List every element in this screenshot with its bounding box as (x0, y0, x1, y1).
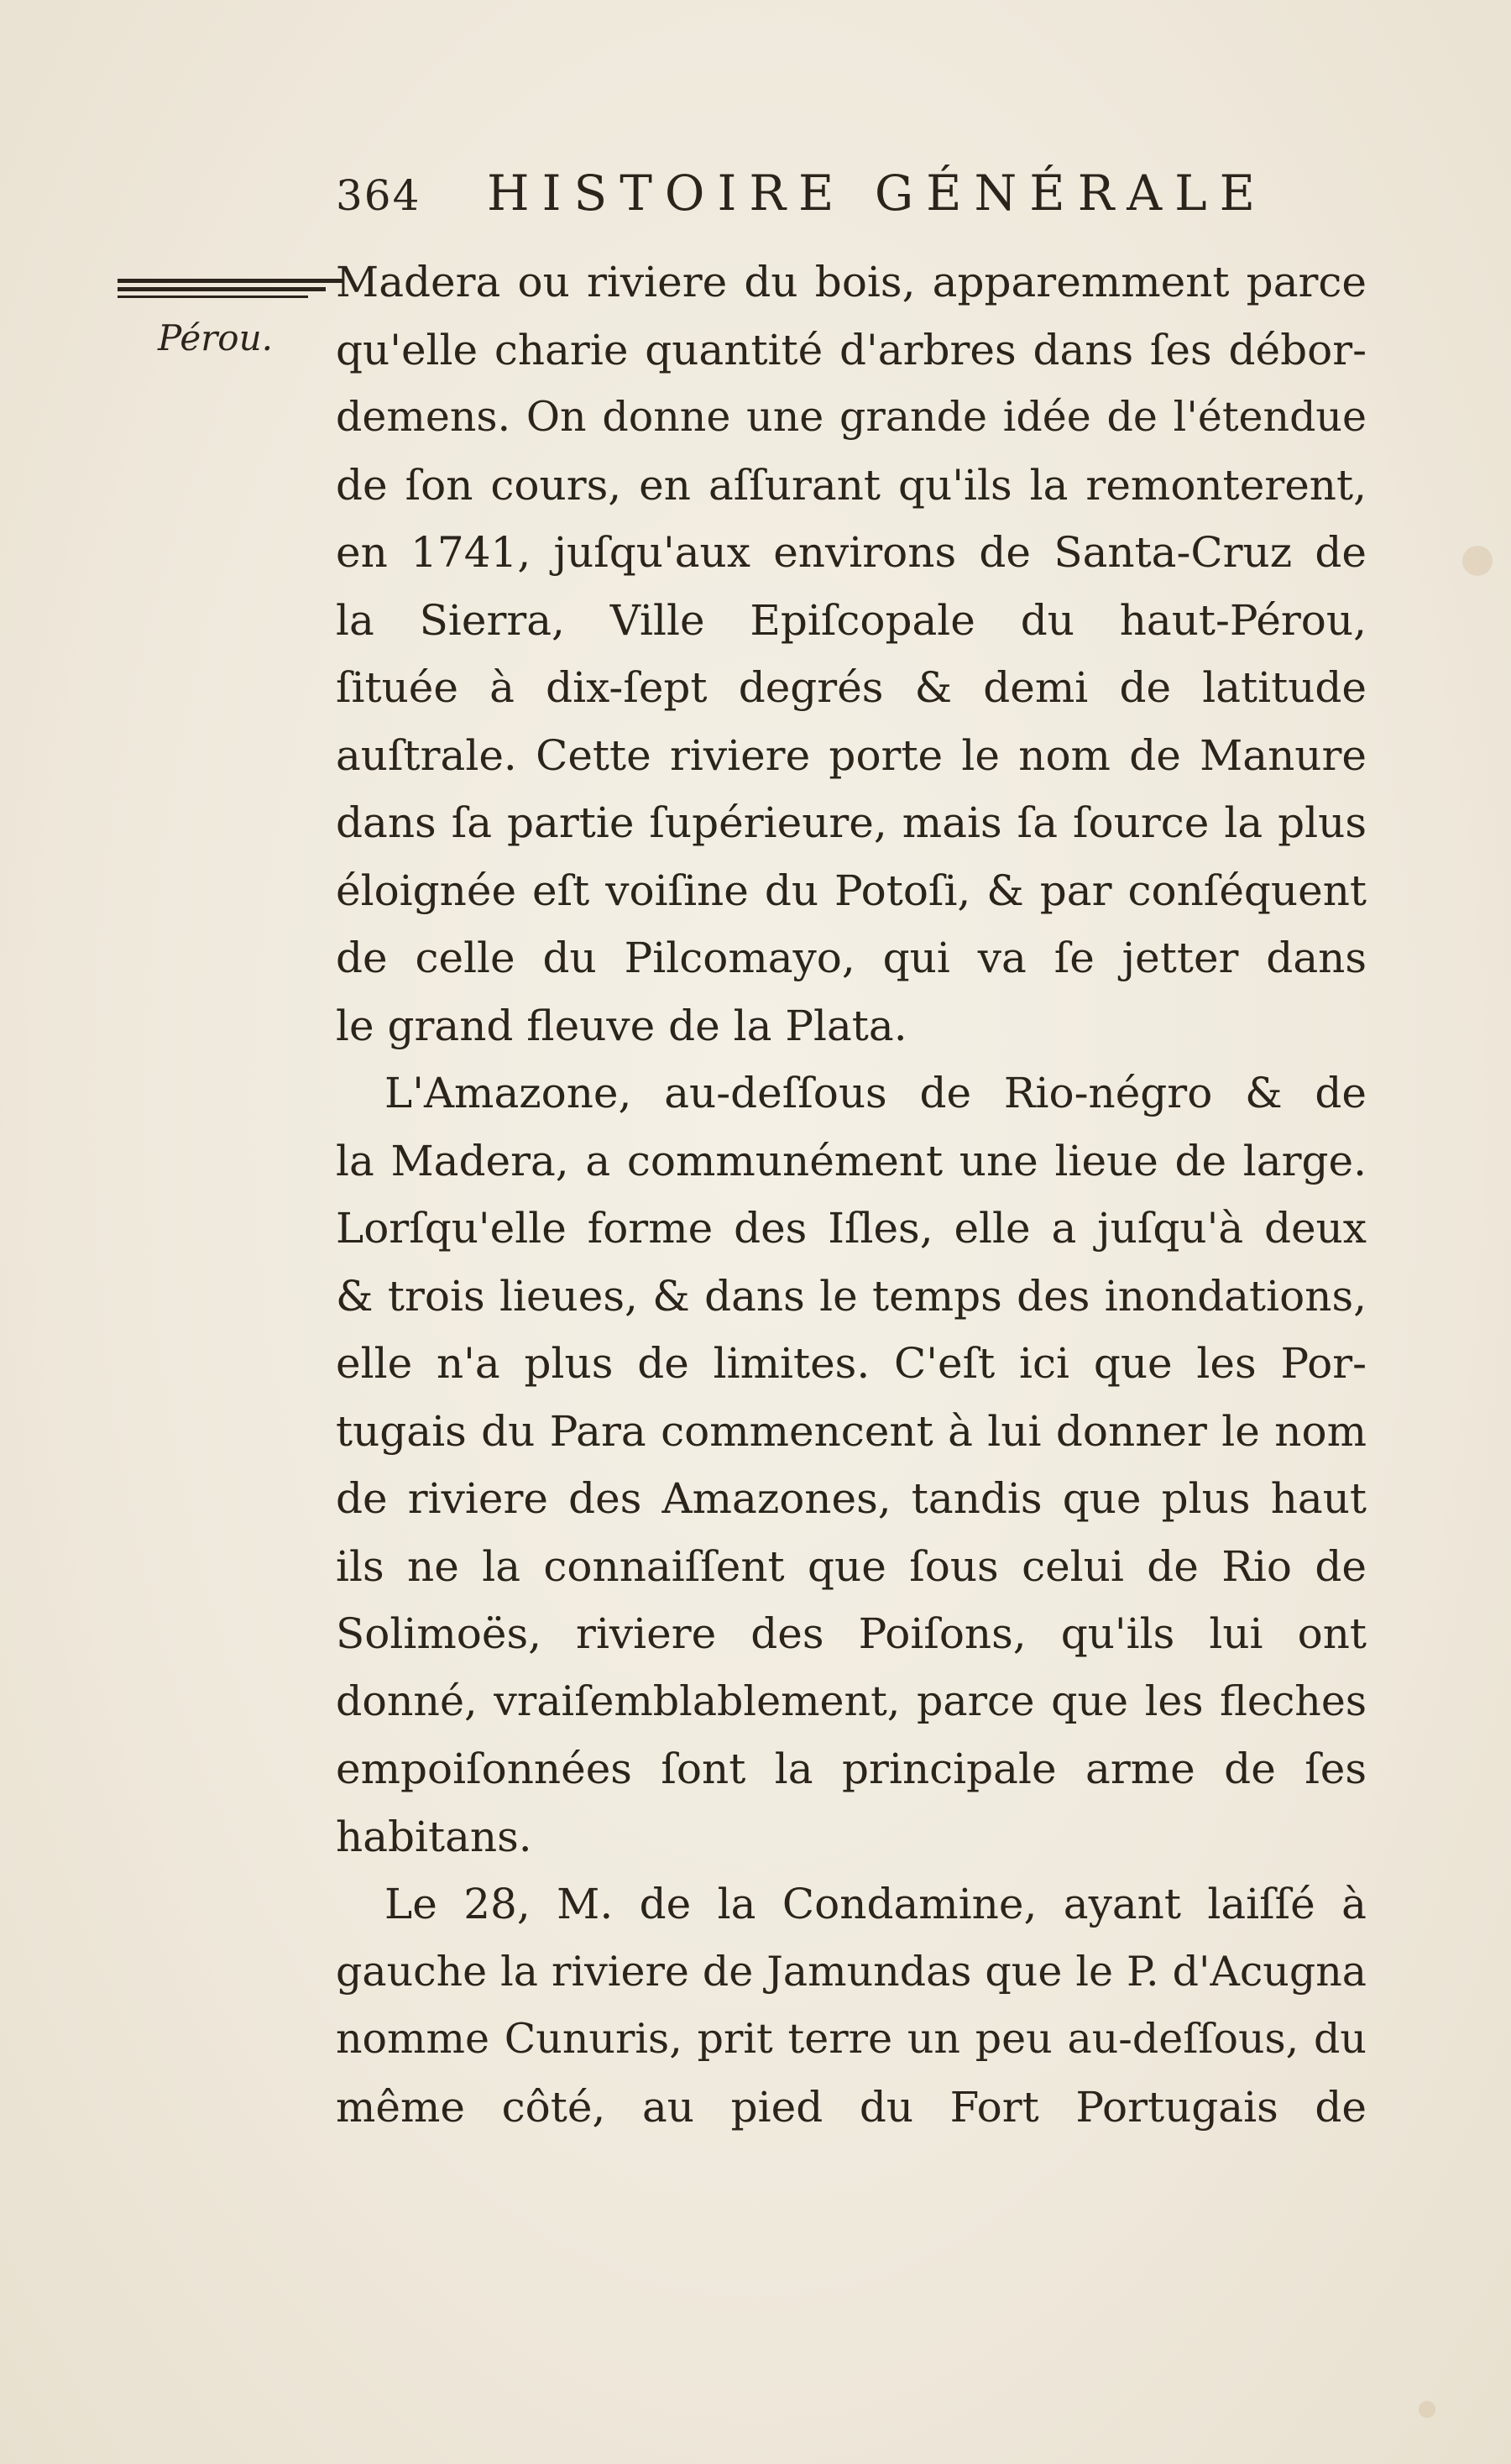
text-line: nomme Cunuris, prit terre un peu au-deſſous, du (336, 2015, 1367, 2063)
text-line: Madera ou riviere du bois, apparemment parce (336, 258, 1367, 306)
text-line: tugais du Para commencent à lui donner le nom (336, 1406, 1367, 1456)
margin-ornament-rule (118, 279, 344, 297)
page-number: 364 (336, 171, 421, 220)
text-line: le grand fleuve de la Plata. (336, 1001, 907, 1050)
running-title: HISTOIRE GÉNÉRALE (487, 165, 1268, 222)
text-line: donné, vraiſemblablement, parce que les fleches (336, 1677, 1367, 1725)
text-line: L'Amazone, au-deſſous de Rio-négro & de (384, 1069, 1367, 1117)
text-line: la Madera, a communément une lieue de large. (336, 1136, 1367, 1185)
text-line: auſtrale. Cette riviere porte le nom de Manure (336, 730, 1367, 780)
text-line: la Sierra, Ville Epiſcopale du haut-Pérou, (336, 595, 1367, 645)
body-text (336, 248, 1367, 2141)
paper-stain (1462, 546, 1493, 576)
text-line: Le 28, M. de la Condamine, ayant laiſſé à (384, 1880, 1367, 1928)
text-line: empoiſonnées ſont la principale arme de ſes (336, 1745, 1367, 1793)
page-header (336, 165, 1368, 240)
paper-stain (1419, 2401, 1435, 2418)
text-line: ils ne la connaiſſent que ſous celui de Rio de (336, 1541, 1367, 1591)
text-line: & trois lieues, & dans le temps des inondations, (336, 1271, 1367, 1321)
text-line: en 1741, juſqu'aux environs de Santa-Cruz de (336, 528, 1367, 577)
text-line: qu'elle charie quantité d'arbres dans ſes débor- (336, 325, 1367, 374)
text-line: de ſon cours, en aſſurant qu'ils la remonterent, (336, 460, 1367, 510)
text-line: de riviere des Amazones, tandis que plus haut (336, 1474, 1367, 1523)
text-line: Lorſqu'elle forme des Iſles, elle a juſqu'à deux (336, 1204, 1367, 1253)
text-line: dans ſa partie ſupérieure, mais ſa ſource la plus (336, 798, 1367, 847)
text-line: habitans. (336, 1812, 532, 1861)
text-line: Solimoës, riviere des Poiſons, qu'ils lui ont (336, 1609, 1367, 1658)
text-line: ſituée à dix-ſept degrés & demi de latitude (336, 663, 1367, 712)
text-line: gauche la riviere de Jamundas que le P. d'Acugna (336, 1947, 1367, 1996)
marginal-note: Pérou. (158, 317, 273, 358)
text-line: elle n'a plus de limites. C'eſt ici que les Por- (336, 1339, 1367, 1388)
text-line: demens. On donne une grande idée de l'étendue (336, 393, 1367, 441)
text-line: même côté, au pied du Fort Portugais de (336, 2082, 1367, 2132)
text-line: de celle du Pilcomayo, qui va ſe jetter dans (336, 934, 1367, 982)
text-line: éloignée eſt voiſine du Potoſi, & par conſéquent (336, 866, 1367, 915)
